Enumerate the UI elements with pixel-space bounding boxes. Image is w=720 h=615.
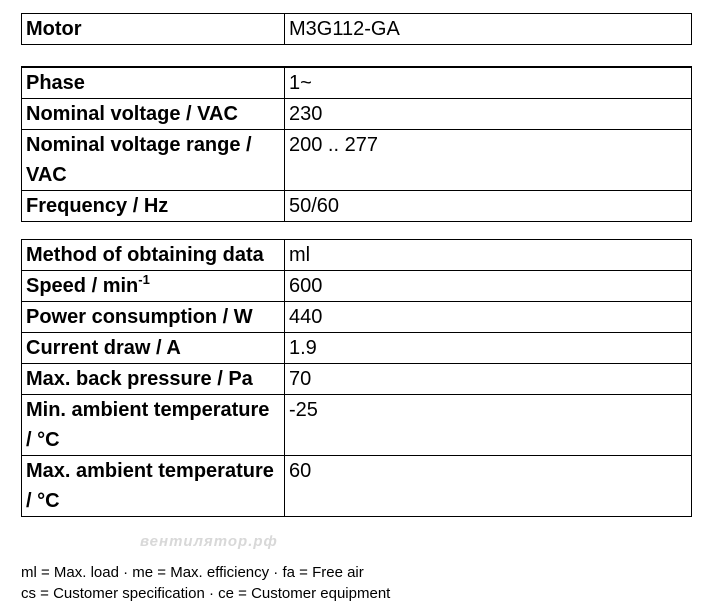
- table-row: [22, 99, 692, 130]
- table-row: [22, 130, 692, 191]
- max-back-pressure-value: 70: [285, 364, 692, 395]
- motor-value: M3G112-GA: [285, 14, 692, 45]
- speed-label-superscript: -1: [138, 272, 150, 287]
- watermark: вентилятор.рф: [140, 533, 278, 550]
- power-consumption-value: 440: [285, 302, 692, 333]
- max-ambient-temp-value: 60: [285, 456, 692, 517]
- table-row: [22, 364, 692, 395]
- current-draw-label: Current draw / A: [22, 333, 285, 364]
- phase-label: Phase: [22, 67, 285, 99]
- max-ambient-temp-label: Max. ambient temperature / °C: [22, 456, 285, 517]
- nominal-voltage-value: 230: [285, 99, 692, 130]
- min-ambient-temp-label: Min. ambient temperature / °C: [22, 395, 285, 456]
- current-draw-value: 1.9: [285, 333, 692, 364]
- speed-value: 600: [285, 271, 692, 302]
- table-row: [22, 333, 692, 364]
- nominal-voltage-range-label: Nominal voltage range / VAC: [22, 130, 285, 191]
- motor-table: [21, 13, 692, 45]
- table-row: [22, 302, 692, 333]
- table-row: [22, 456, 692, 517]
- footnote-line-1: ml = Max. load · me = Max. efficiency · fa = Free air: [21, 564, 364, 581]
- frequency-value: 50/60: [285, 191, 692, 222]
- motor-label: Motor: [22, 14, 285, 45]
- nominal-voltage-label: Nominal voltage / VAC: [22, 99, 285, 130]
- speed-label-text: Speed / min: [26, 275, 139, 297]
- electrical-table: [21, 66, 692, 222]
- power-consumption-label: Power consumption / W: [22, 302, 285, 333]
- method-value: ml: [285, 240, 692, 271]
- frequency-label: Frequency / Hz: [22, 191, 285, 222]
- method-label: Method of obtaining data: [22, 240, 285, 271]
- table-row: [22, 191, 692, 222]
- table-row: [22, 271, 692, 302]
- nominal-voltage-range-value: 200 .. 277: [285, 130, 692, 191]
- table-row: [22, 67, 692, 99]
- phase-value: 1~: [285, 67, 692, 99]
- footnote-line-2: cs = Customer specification · ce = Customer equipment: [21, 585, 391, 602]
- min-ambient-temp-value: -25: [285, 395, 692, 456]
- table-row: [22, 395, 692, 456]
- table-row: [22, 14, 692, 45]
- max-back-pressure-label: Max. back pressure / Pa: [22, 364, 285, 395]
- operating-data-table: [21, 239, 692, 517]
- table-row: [22, 240, 692, 271]
- speed-label: [22, 271, 285, 302]
